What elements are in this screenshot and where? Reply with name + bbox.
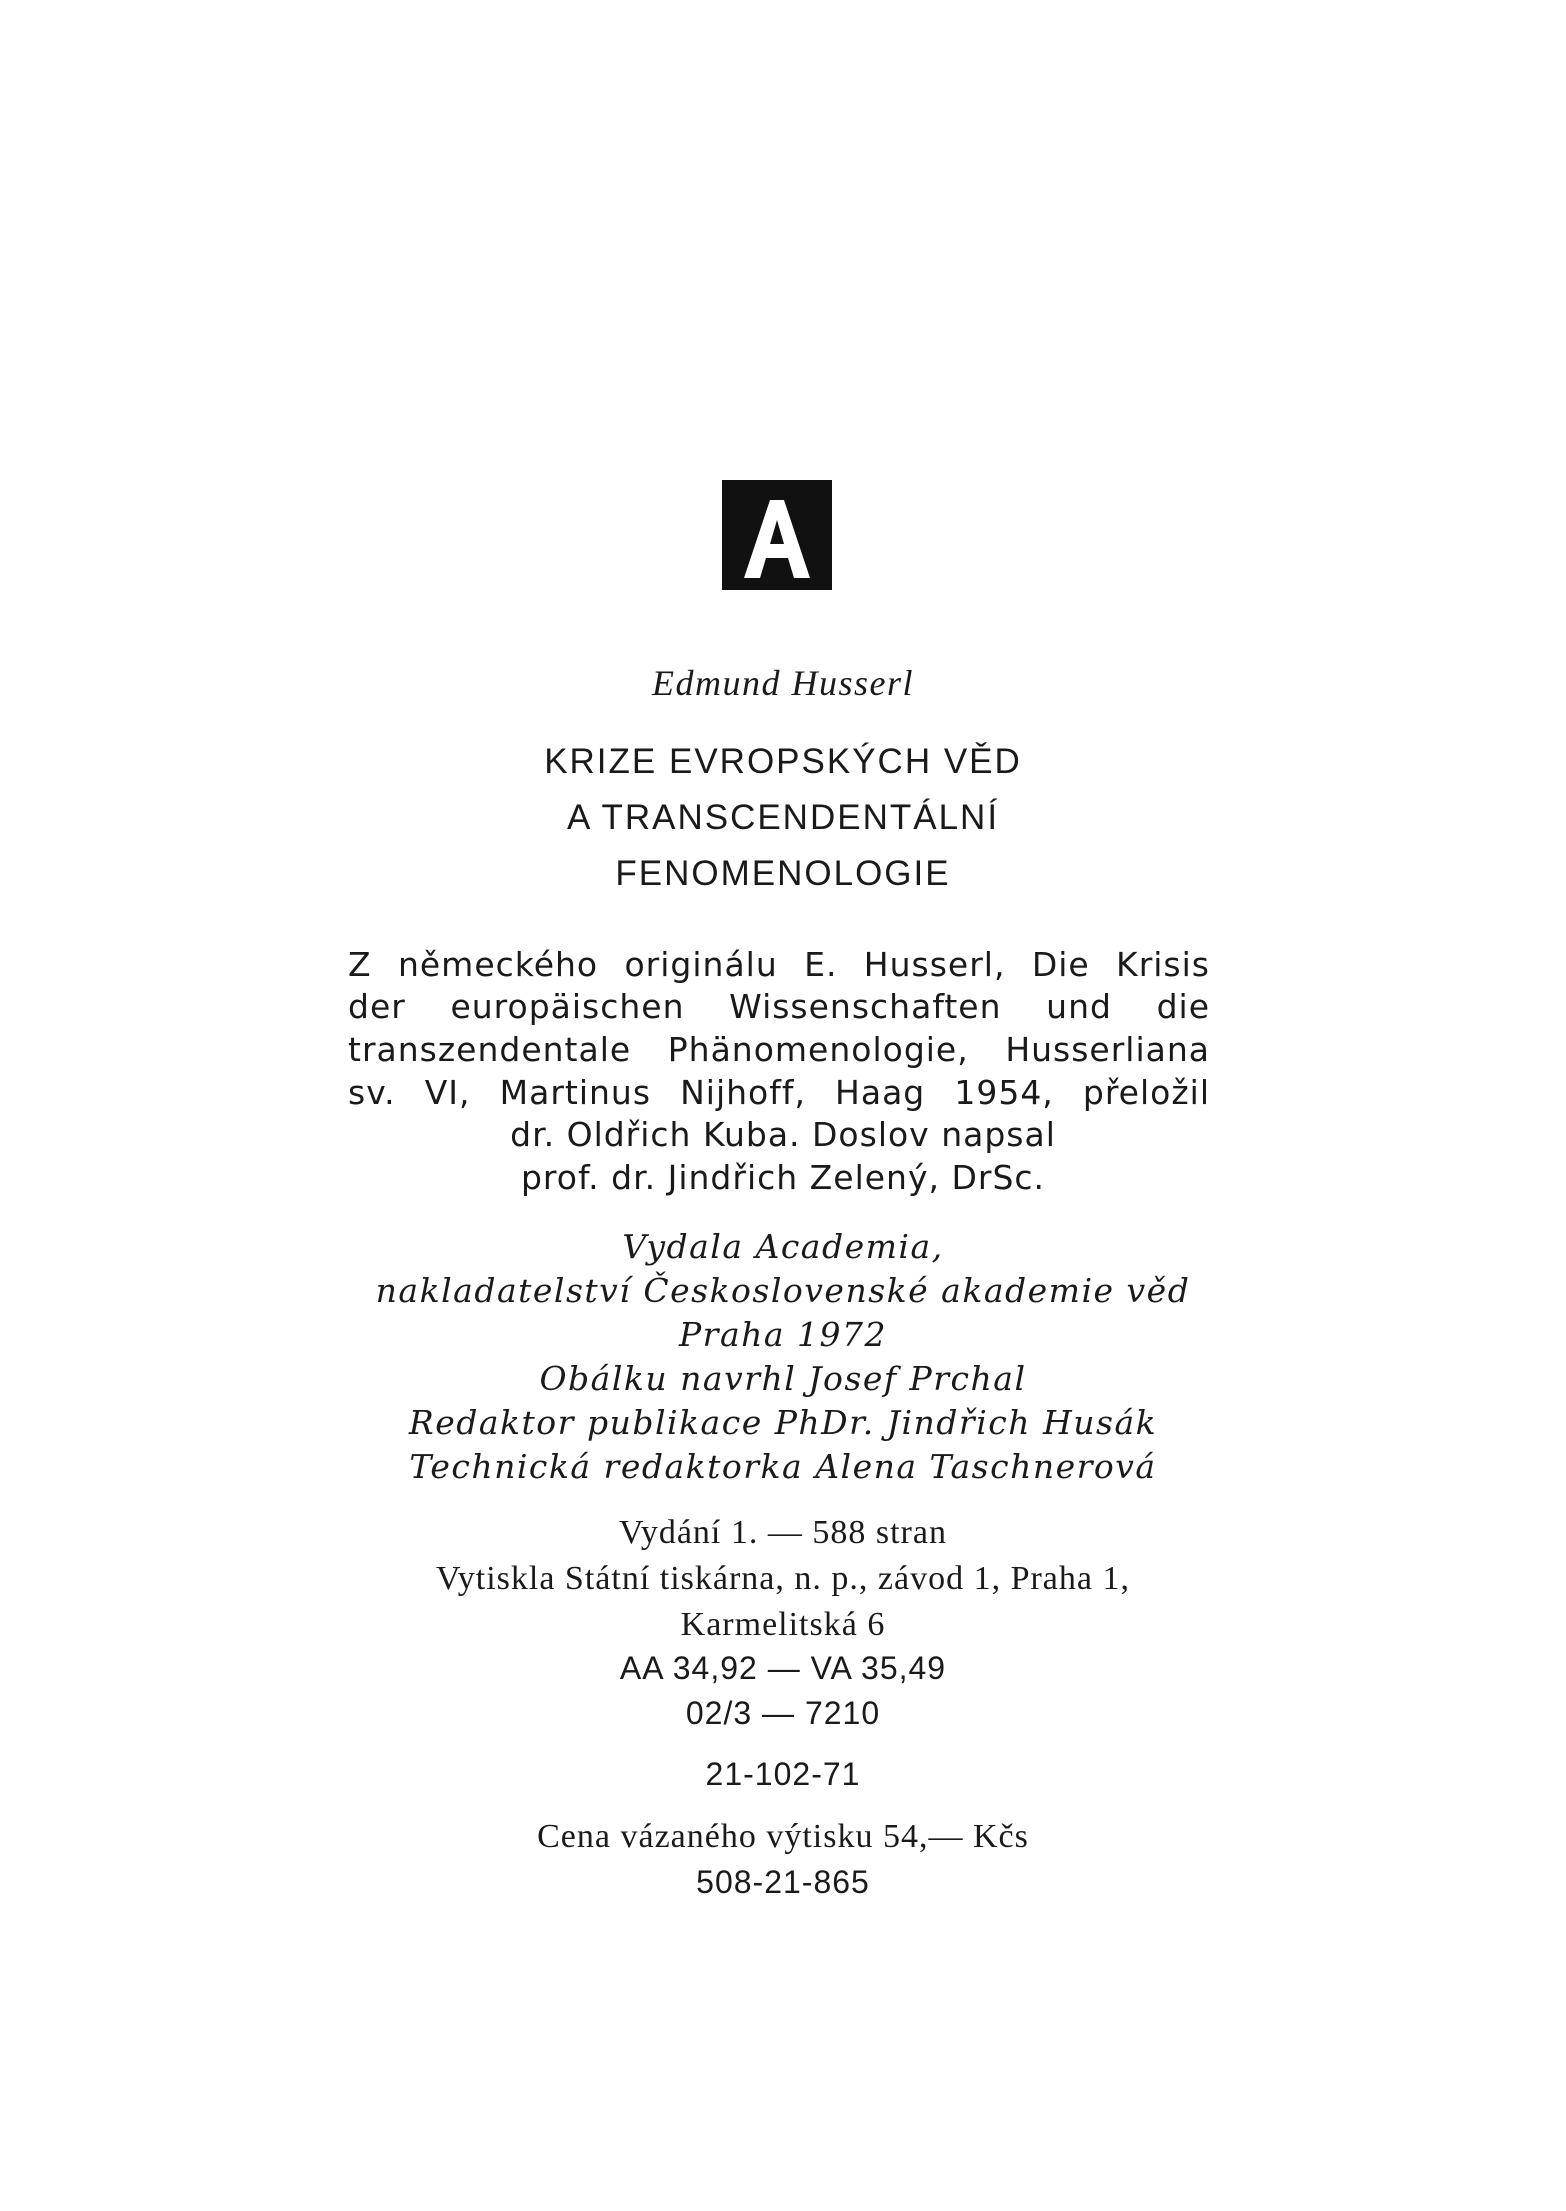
title-line-2: A TRANSCENDENTÁLNÍ (566, 798, 1000, 837)
printer-line-1: Vytiskla Státní tiskárna, n. p., závod 1, Praha 1, (435, 1560, 1130, 1597)
translation-note-line-2: der europäischen Wissenschaften und die (348, 987, 1210, 1026)
publisher-line-5: Redaktor publikace PhDr. Jindřich Husák (408, 1403, 1158, 1442)
translation-note-line-6: prof. dr. Jindřich Zelený, DrSc. (520, 1158, 1046, 1197)
code-line-1: 02/3 — 7210 (685, 1695, 881, 1731)
aa-va-line: AA 34,92 — VA 35,49 (619, 1650, 947, 1686)
title-line-1: KRIZE EVROPSKÝCH VĚD (544, 742, 1022, 781)
edition-line: Vydání 1. — 588 stran (619, 1514, 947, 1551)
author-name: Edmund Husserl (652, 663, 914, 703)
code-line-2: 21-102-71 (705, 1756, 861, 1792)
publisher-line-4: Obálku navrhl Josef Prchal (539, 1359, 1027, 1398)
translation-note-line-5: dr. Oldřich Kuba. Doslov napsal (510, 1115, 1056, 1154)
publisher-line-3: Praha 1972 (678, 1315, 888, 1354)
translation-note-line-1: Z německého originálu E. Husserl, Die Krisis (348, 945, 1210, 984)
translation-note-line-4: sv. VI, Martinus Nijhoff, Haag 1954, přeložil (348, 1073, 1210, 1112)
publisher-line-1: Vydala Academia, (622, 1227, 944, 1266)
price-line: Cena vázaného výtisku 54,— Kčs (537, 1818, 1029, 1855)
publisher-line-6: Technická redaktorka Alena Taschnerová (409, 1447, 1157, 1486)
logo-a-icon (722, 480, 832, 590)
title-line-3: FENOMENOLOGIE (615, 854, 951, 893)
academia-logo-icon (722, 480, 832, 590)
printer-line-2: Karmelitská 6 (680, 1606, 886, 1643)
code-line-3: 508-21-865 (696, 1864, 870, 1900)
translation-note-line-3: transzendentale Phänomenologie, Husserliana (348, 1030, 1210, 1069)
publisher-line-2: nakladatelství Československé akademie věd (375, 1271, 1191, 1310)
